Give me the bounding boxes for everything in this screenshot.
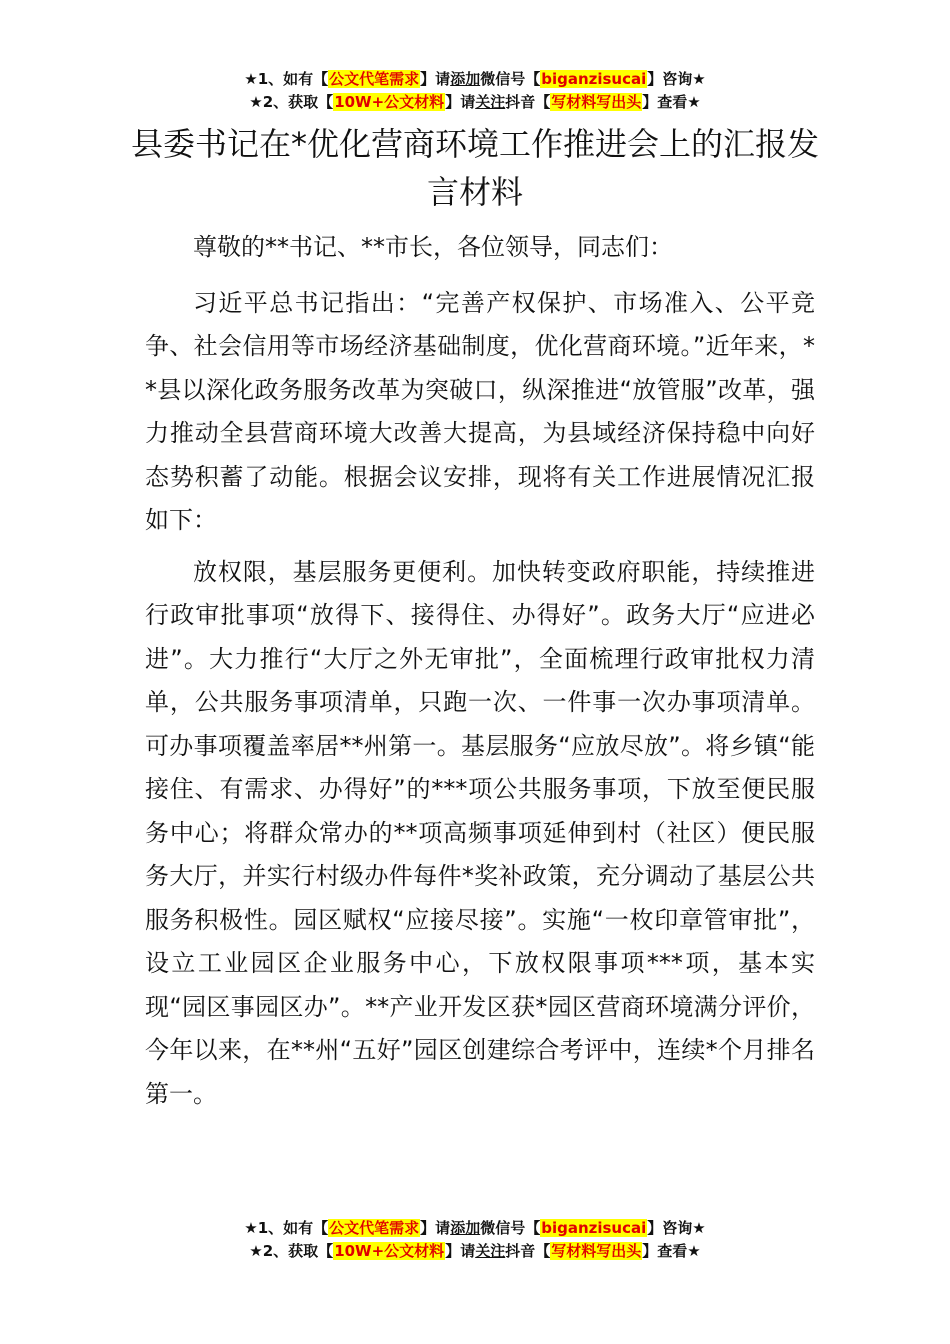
highlight-text: 公文代笔需求 [329, 1219, 420, 1237]
footer-banner [0, 1217, 950, 1263]
banner-line-1 [0, 1217, 950, 1240]
banner-text: 抖音【 [505, 93, 551, 111]
underlined-text: 关注 [475, 1242, 506, 1260]
banner-line-2 [0, 91, 950, 114]
banner-text: 1、如有【 [257, 70, 329, 88]
banner-text: 】查看★ [642, 1242, 701, 1260]
banner-text: 】咨询★ [647, 1219, 706, 1237]
body-paragraph: 放权限，基层服务更便利。加快转变政府职能，持续推进行政审批事项“放得下、接得住、办得好”。政务大厅“应进必进”。大力推行“大厅之外无审批”，全面梳理行政审批权力清单，公共服务事项清单，只跑一次、一件事一次办事项清单。可办事项覆盖率居**州第一。基层服务“应放尽放”。将乡镇“能接住、有需求、办得好”的***项公共服务事项，下放至便民服务中心；将群众常办的**项高频事项延伸到村（社区）便民服务大厅，并实行村级办件每件*奖补政策，充分调动了基层公共服务积极性。园区赋权“应接尽接”。实施“一枚印章管审批”，设立工业园区企业服务中心，下放权限事项***项，基本实现“园区事园区办”。**产业开发区获*园区营商环境满分评价，今年以来，在**州“五好”园区创建综合考评中，连续*个月排名第一。 [145, 557, 815, 1108]
underlined-text: 关注 [475, 93, 506, 111]
banner-text: 】请 [445, 1242, 476, 1260]
highlight-text: biganzisucai [541, 70, 647, 88]
star-icon: ★ [244, 70, 258, 88]
highlight-text: biganzisucai [541, 1219, 647, 1237]
banner-text: 】请 [420, 70, 451, 88]
banner-text: 】咨询★ [647, 70, 706, 88]
banner-line-1 [0, 68, 950, 91]
banner-text: 微信号【 [480, 1219, 541, 1237]
star-icon: ★ [249, 93, 263, 111]
highlight-text: 写材料写出头 [551, 93, 642, 111]
banner-text: 2、获取【 [262, 93, 334, 111]
highlight-text: 10W+公文材料 [334, 93, 445, 111]
highlight-text: 10W+公文材料 [334, 1242, 445, 1260]
banner-text: 】请 [420, 1219, 451, 1237]
highlight-text: 写材料写出头 [551, 1242, 642, 1260]
banner-text: 2、获取【 [262, 1242, 334, 1260]
star-icon: ★ [244, 1219, 258, 1237]
banner-text: 】请 [445, 93, 476, 111]
header-banner [0, 68, 950, 114]
document-title: 县委书记在*优化营商环境工作推进会上的汇报发言材料 [130, 125, 819, 211]
document-body [145, 226, 815, 1124]
banner-text: 】查看★ [642, 93, 701, 111]
salutation-paragraph: 尊敬的**书记、**市长，各位领导，同志们： [193, 233, 673, 261]
intro-paragraph: 习近平总书记指出：“完善产权保护、市场准入、公平竞争、社会信用等市场经济基础制度，优化营商环境。”近年来，**县以深化政务服务改革为突破口，纵深推进“放管服”改革，强力推动全县营商环境大改善大提高，为县域经济保持稳中向好态势积蓄了动能。根据会议安排，现将有关工作进展情况汇报如下： [145, 288, 815, 534]
underlined-text: 添加 [450, 70, 481, 88]
banner-text: 抖音【 [505, 1242, 551, 1260]
banner-text: 微信号【 [480, 70, 541, 88]
banner-line-2 [0, 1240, 950, 1263]
underlined-text: 添加 [450, 1219, 481, 1237]
star-icon: ★ [249, 1242, 263, 1260]
banner-text: 1、如有【 [257, 1219, 329, 1237]
highlight-text: 公文代笔需求 [329, 70, 420, 88]
